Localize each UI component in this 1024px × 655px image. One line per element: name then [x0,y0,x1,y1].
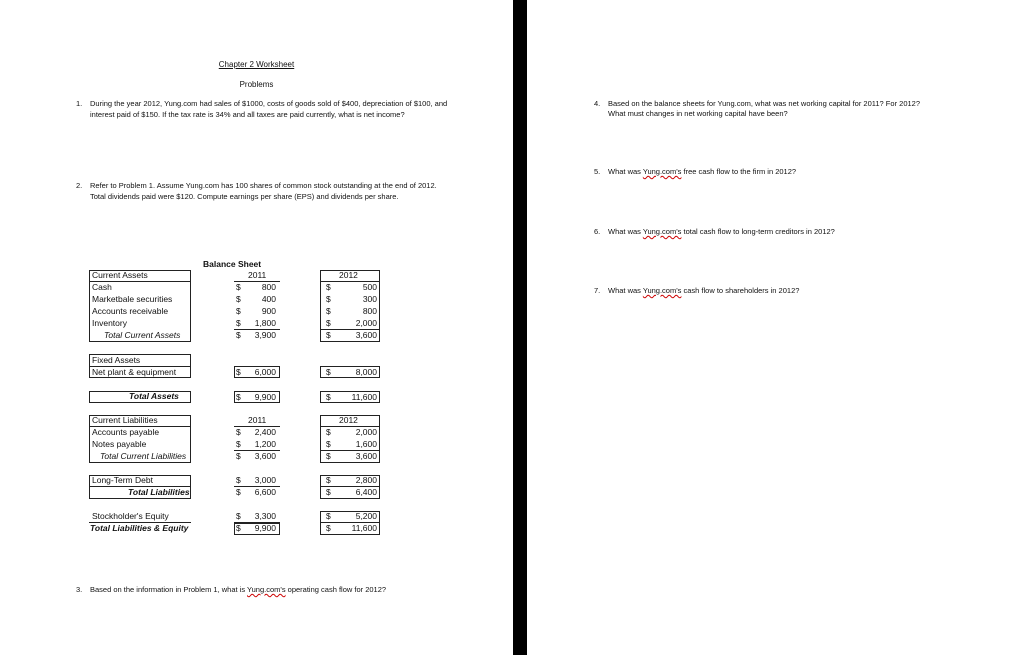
q6-text-post: total cash flow to long-term creditors in 2012? [681,227,835,236]
currency-symbol: $ [236,427,241,437]
value-2011: 3,300 [254,511,276,521]
value-2011: 800 [261,282,276,292]
value-2012: 6,400 [355,487,377,497]
value-2012: 11,600 [351,523,377,533]
q6-text [608,227,835,237]
q1-text: During the year 2012, Yung.com had sales of $1000, costs of goods sold of $400, depreciation of $100, and interest paid of $150. If the tax rate is 34% and all taxes are paid currently, what is net income? [90,99,448,119]
currency-symbol: $ [236,439,241,449]
currency-symbol: $ [326,392,331,402]
value-2011: 6,000 [254,367,276,377]
currency-symbol: $ [326,330,331,340]
total-liabilities-label: Total Liabilities [128,487,190,497]
q2-text: Refer to Problem 1. Assume Yung.com has 100 shares of common stock outstanding at the end of 2012. Total dividends paid were $120. Compute earnings per share (EPS) and dividends per share. [90,181,437,201]
currency-symbol: $ [326,511,331,521]
value-2011: 1,200 [254,439,276,449]
currency-symbol: $ [236,282,241,292]
value-2011: 6,600 [254,487,276,497]
year-2012-label: 2012 [339,270,358,280]
value-2011: 3,600 [254,451,276,461]
currency-symbol: $ [236,330,241,340]
q6-company-name: Yung.com's [642,227,682,236]
q3-text-post: operating cash flow for 2012? [285,585,387,594]
currency-symbol: $ [236,487,241,497]
q6-number: 6. [594,227,601,236]
value-2012: 3,600 [355,330,377,340]
q5-text-pre: What was [608,167,643,176]
value-2012: 2,000 [355,427,377,437]
page-divider [513,0,527,655]
total-current-assets-label: Total Current Assets [104,330,181,340]
value-2012: 2,000 [355,318,377,328]
value-2012: 500 [362,282,377,292]
q4-number: 4. [594,99,601,108]
currency-symbol: $ [326,523,331,533]
value-2012: 8,000 [355,367,377,377]
worksheet-title: Chapter 2 Worksheet [218,60,295,69]
current-assets-header: Current Assets [92,270,148,280]
balance-sheet-title: Balance Sheet [203,259,262,269]
problems-heading: Problems [239,80,274,89]
year-2011-label: 2011 [248,270,267,280]
total-current-liabilities-label: Total Current Liabilities [100,451,187,461]
row-label: Accounts payable [92,427,160,437]
currency-symbol: $ [326,318,331,328]
q7-text-post: cash flow to shareholders in 2012? [681,286,800,295]
currency-symbol: $ [326,475,331,485]
q7-text-pre: What was [608,286,643,295]
currency-symbol: $ [326,367,331,377]
q6-text-pre: What was [608,227,643,236]
q7-text [608,286,799,296]
value-2012: 2,800 [355,475,377,485]
q4-line1: Based on the balance sheets for Yung.com, what was net working capital for 2011? For 2012? [608,99,921,108]
q3-number: 3. [76,585,83,594]
q5-text [608,167,796,177]
currency-symbol: $ [326,306,331,316]
currency-symbol: $ [326,451,331,461]
value-2011: 9,900 [254,392,276,402]
q3-company-name: Yung.com's [247,585,286,594]
row-label: Inventory [92,318,127,328]
value-2012: 11,600 [351,392,377,402]
q5-number: 5. [594,167,601,176]
q7-number: 7. [594,286,601,295]
year-2011-label: 2011 [248,415,267,425]
q5-text-post: free cash flow to the firm in 2012? [681,167,797,176]
right-page [527,0,1024,655]
currency-symbol: $ [326,487,331,497]
value-2011: 2,400 [254,427,276,437]
value-2011: 3,000 [254,475,276,485]
currency-symbol: $ [326,294,331,304]
q3-text-pre: Based on the information in Problem 1, what is [90,585,248,594]
total-assets-label: Total Assets [129,391,179,401]
value-2011: 900 [261,306,276,316]
net-plant-label: Net plant & equipment [92,367,177,377]
currency-symbol: $ [236,318,241,328]
fixed-assets-header: Fixed Assets [92,355,141,365]
q7-company-name: Yung.com's [642,286,682,295]
value-2012: 800 [362,306,377,316]
value-2011: 3,900 [254,330,276,340]
value-2012: 1,600 [355,439,377,449]
value-2011: 1,800 [254,318,276,328]
value-2012: 300 [362,294,377,304]
currency-symbol: $ [326,282,331,292]
row-label: Marketbale securities [92,294,173,304]
currency-symbol: $ [236,367,241,377]
q5-company-name: Yung.com's [642,167,682,176]
q4-line2: What must changes in net working capital have been? [608,109,788,118]
currency-symbol: $ [236,475,241,485]
value-2012: 3,600 [355,451,377,461]
currency-symbol: $ [236,511,241,521]
value-2011: 400 [261,294,276,304]
year-2012-label: 2012 [339,415,358,425]
current-liabilities-header: Current Liabilities [92,415,158,425]
total-liab-equity-label: Total Liabilities & Equity [90,523,189,533]
currency-symbol: $ [236,523,241,533]
currency-symbol: $ [326,439,331,449]
equity-label: Stockholder's Equity [92,511,169,521]
value-2012: 5,200 [355,511,377,521]
row-label: Notes payable [92,439,147,449]
value-2011: 9,900 [254,523,276,533]
currency-symbol: $ [236,451,241,461]
currency-symbol: $ [236,306,241,316]
long-term-debt-label: Long-Term Debt [92,475,153,485]
currency-symbol: $ [236,392,241,402]
currency-symbol: $ [236,294,241,304]
currency-symbol: $ [326,427,331,437]
q1-number: 1. [76,99,83,108]
q3-text [90,585,386,595]
q2-number: 2. [76,181,83,190]
row-label: Cash [92,282,112,292]
row-label: Accounts receivable [92,306,169,316]
